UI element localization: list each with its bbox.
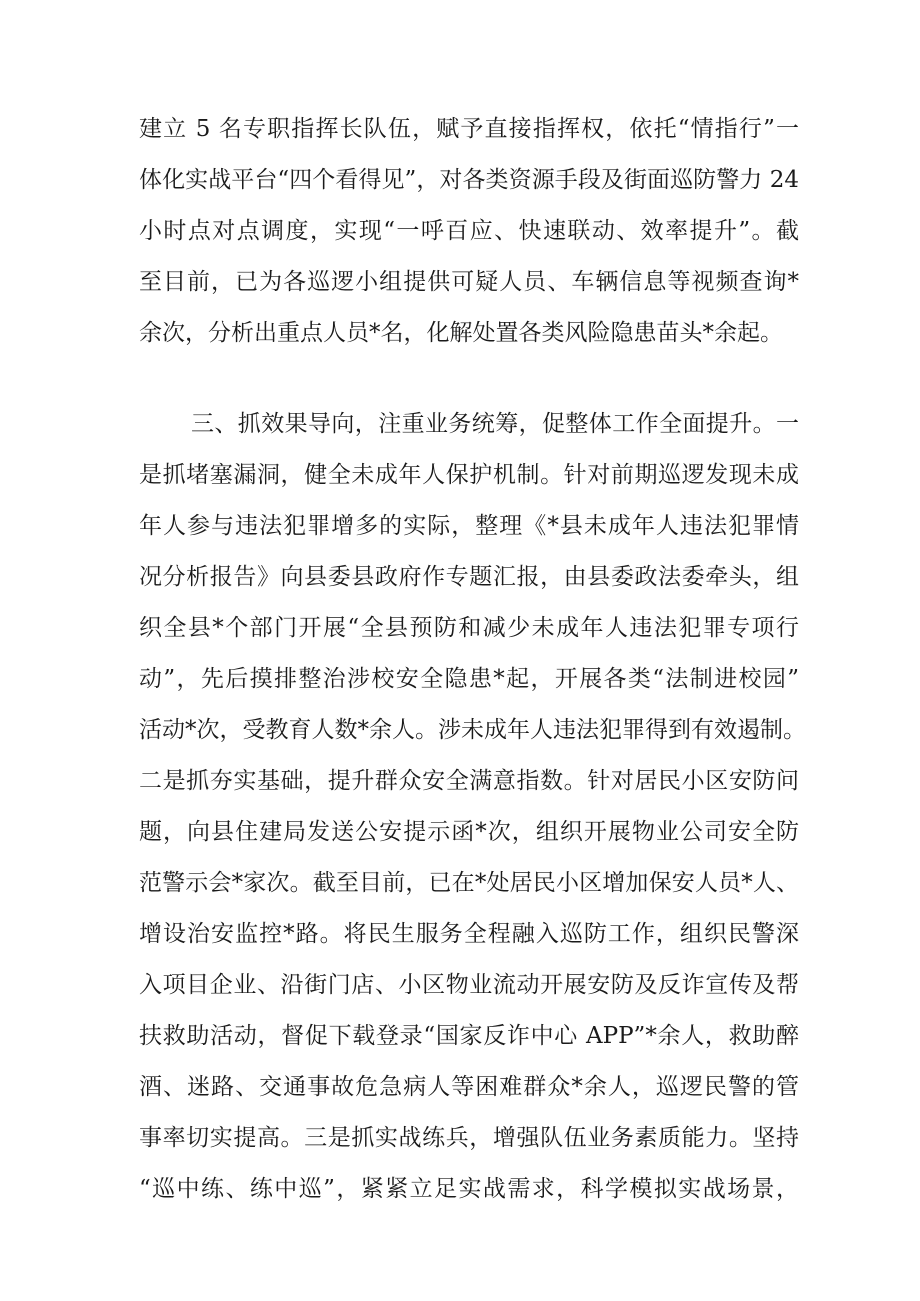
paragraph-2-line-5: 织全县*个部门开展“全县预防和减少未成年人违法犯罪专项行 xyxy=(139,615,799,641)
paragraph-2-line-14: 酒、迷路、交通事故危急病人等困难群众*余人，巡逻民警的管 xyxy=(139,1074,799,1100)
paragraph-2-line-9: 题，向县住建局发送公安提示函*次，组织开展物业公司安全防 xyxy=(139,819,799,845)
paragraph-1-line-5: 余次，分析出重点人员*名，化解处置各类风险隐患苗头*余起。 xyxy=(139,320,783,346)
paragraph-1-line-2: 体化实战平台“四个看得见”，对各类资源手段及街面巡防警力 24 xyxy=(139,167,799,193)
paragraph-2-line-7: 活动*次，受教育人数*余人。涉未成年人违法犯罪得到有效遏制。 xyxy=(139,717,806,743)
paragraph-2-line-8: 二是抓夯实基础，提升群众安全满意指数。针对居民小区安防问 xyxy=(139,768,799,794)
paragraph-2-line-4: 况分析报告》向县委县政府作专题汇报，由县委政法委牵头，组 xyxy=(139,564,799,590)
paragraph-2-line-16: “巡中练、练中巡”，紧紧立足实战需求，科学模拟实战场景， xyxy=(139,1176,799,1202)
paragraph-2-line-12: 入项目企业、沿街门店、小区物业流动开展安防及反诈宣传及帮 xyxy=(139,972,799,998)
paragraph-2-line-3: 年人参与违法犯罪增多的实际，整理《*县未成年人违法犯罪情 xyxy=(139,513,799,539)
paragraph-2-line-6: 动”，先后摸排整治涉校安全隐患*起，开展各类“法制进校园” xyxy=(139,666,799,692)
paragraph-1-line-4: 至目前，已为各巡逻小组提供可疑人员、车辆信息等视频查询* xyxy=(139,269,799,295)
paragraph-2-line-13: 扶救助活动，督促下载登录“国家反诈中心 APP”*余人，救助醉 xyxy=(139,1023,799,1049)
paragraph-1-line-3: 小时点对点调度，实现“一呼百应、快速联动、效率提升”。截 xyxy=(139,218,799,244)
paragraph-2-line-2: 是抓堵塞漏洞，健全未成年人保护机制。针对前期巡逻发现未成 xyxy=(139,462,799,488)
paragraph-2-line-15: 事率切实提高。三是抓实战练兵，增强队伍业务素质能力。坚持 xyxy=(139,1125,799,1151)
paragraph-2-line-11: 增设治安监控*路。将民生服务全程融入巡防工作，组织民警深 xyxy=(139,921,799,947)
paragraph-1-line-1: 建立 5 名专职指挥长队伍，赋予直接指挥权，依托“情指行”一 xyxy=(139,116,799,142)
paragraph-2-line-10: 范警示会*家次。截至目前，已在*处居民小区增加保安人员*人、 xyxy=(139,870,799,896)
paragraph-2-line-1: 三、抓效果导向，注重业务统筹，促整体工作全面提升。一 xyxy=(191,411,799,437)
